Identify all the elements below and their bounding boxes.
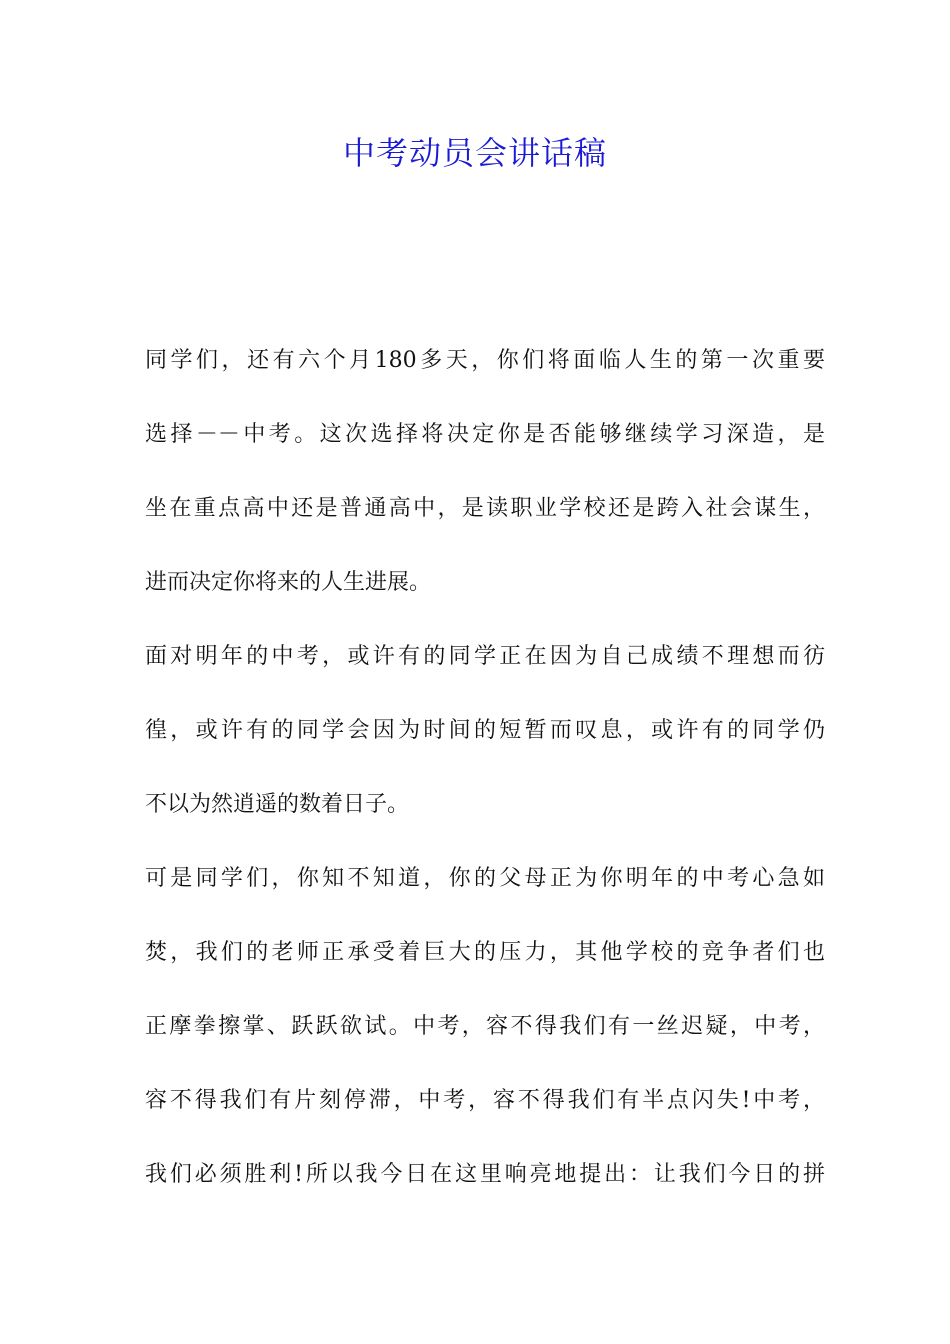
- text-line: 容不得我们有片刻停滞，中考，容不得我们有半点闪失!中考，: [145, 1088, 825, 1113]
- text-line: 可是同学们，你知不知道，你的父母正为你明年的中考心急如: [145, 866, 825, 891]
- document-title: 中考动员会讲话稿: [342, 134, 607, 172]
- text-line: 同学们，还有六个月180多天，你们将面临人生的第一次重要: [145, 348, 825, 373]
- text-line: 不以为然逍遥的数着日子。: [145, 792, 410, 817]
- text-line: 我们必须胜利!所以我今日在这里响亮地提出：让我们今日的拼: [145, 1162, 825, 1187]
- text-line: 进而决定你将来的人生进展。: [145, 570, 432, 595]
- text-line: 正摩拳擦掌、跃跃欲试。中考，容不得我们有一丝迟疑，中考，: [145, 1014, 825, 1039]
- text-line: 坐在重点高中还是普通高中，是读职业学校还是跨入社会谋生，: [145, 496, 825, 521]
- text-line: 徨，或许有的同学会因为时间的短暂而叹息，或许有的同学仍: [145, 718, 825, 743]
- text-line: 选择－－中考。这次选择将决定你是否能够继续学习深造，是: [145, 422, 825, 447]
- text-line: 焚，我们的老师正承受着巨大的压力，其他学校的竞争者们也: [145, 940, 825, 965]
- document-body: [145, 336, 825, 1224]
- text-line: 面对明年的中考，或许有的同学正在因为自己成绩不理想而彷: [145, 644, 825, 669]
